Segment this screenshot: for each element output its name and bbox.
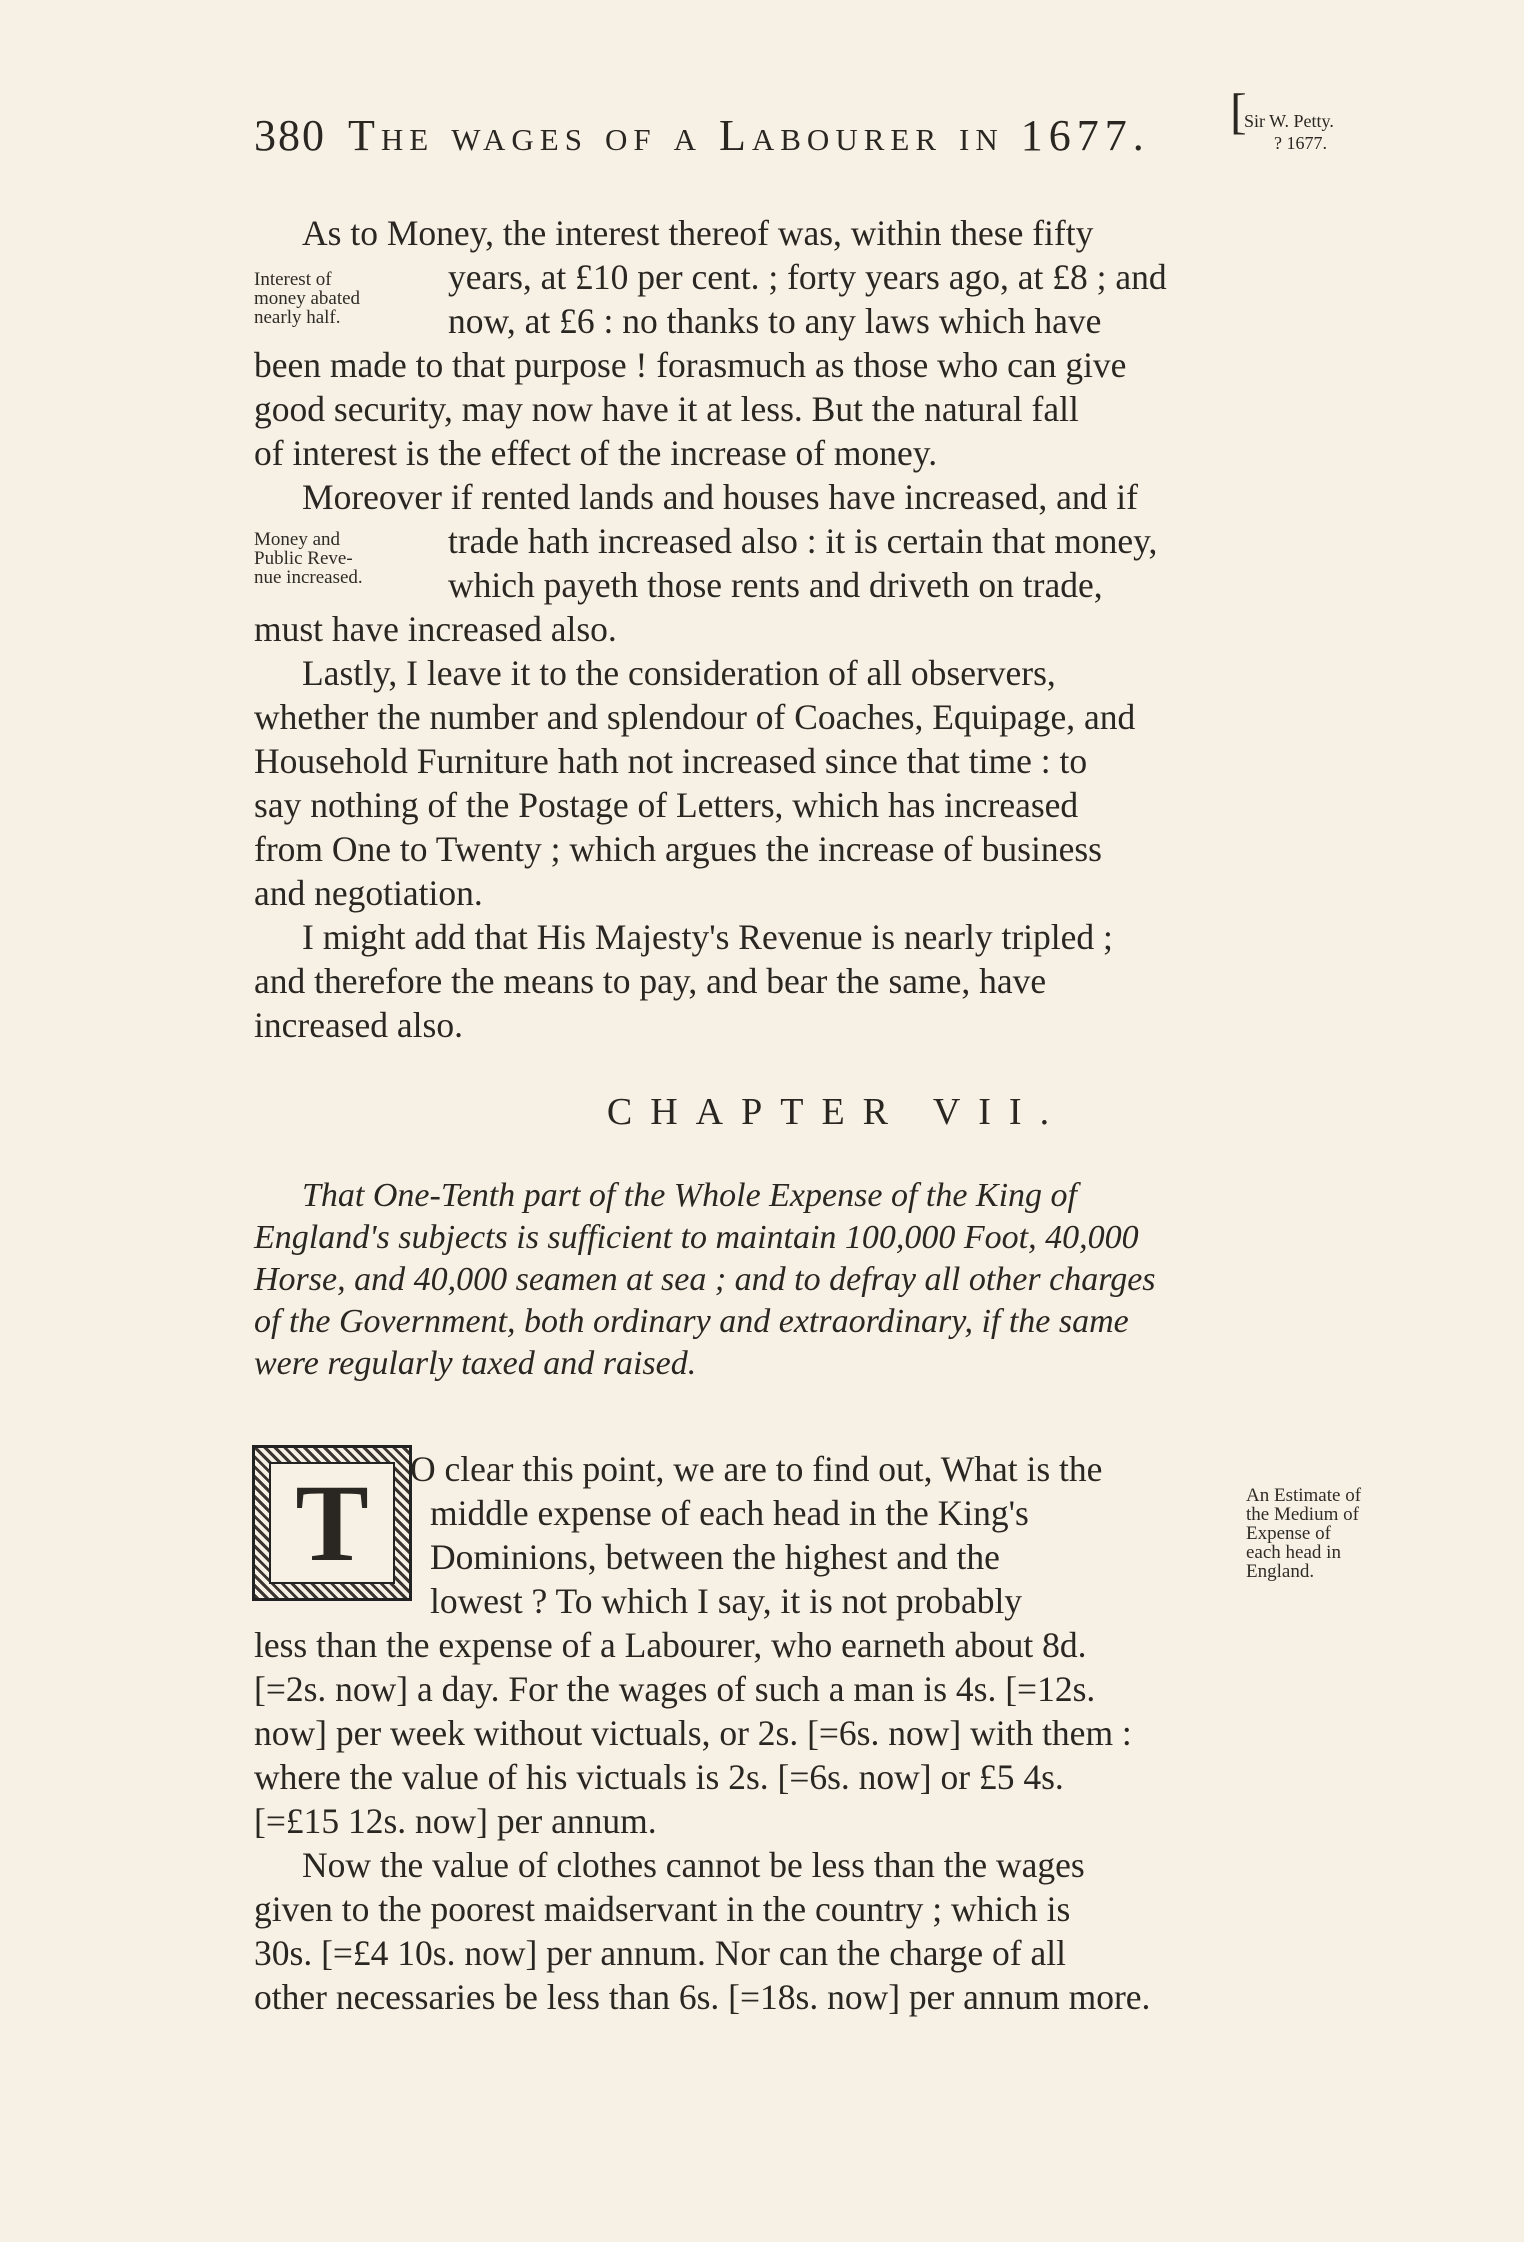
initial-letter: T — [269, 1462, 395, 1584]
margin-note-line: Public Reve- — [254, 548, 353, 569]
text-line: and negotiation. — [254, 873, 483, 913]
running-head: The wages of a Labourer in 1677. — [348, 111, 1150, 160]
text-line: now] per week without victuals, or 2s. [=6s. now] with them : — [254, 1713, 1132, 1753]
text-line: say nothing of the Postage of Letters, which has increased — [254, 785, 1079, 825]
decorated-initial — [252, 1445, 412, 1601]
margin-note-line: each head in — [1246, 1542, 1341, 1563]
text-line: [=£15 12s. now] per annum. — [254, 1801, 657, 1841]
chapter-summary — [254, 1175, 1420, 1385]
bracket-glyph: [ — [1230, 83, 1247, 139]
text-line: less than the expense of a Labourer, who earneth about 8d. — [254, 1625, 1087, 1665]
text-line: now, at £6 : no thanks to any laws which have — [448, 301, 1102, 341]
summary-line: were regularly taxed and raised. — [254, 1345, 697, 1382]
text-line: of interest is the effect of the increase of money. — [254, 433, 938, 473]
margin-note-line: nue increased. — [254, 567, 363, 588]
margin-note-line: money abated — [254, 288, 361, 309]
summary-line: of the Government, both ordinary and extraordinary, if the same — [254, 1303, 1129, 1340]
text-line: Now the value of clothes cannot be less than the wages — [302, 1845, 1085, 1885]
text-line: Lastly, I leave it to the consideration of all observers, — [302, 653, 1056, 693]
summary-line: That One-Tenth part of the Whole Expense of the King of — [302, 1177, 1077, 1214]
text-line: [=2s. now] a day. For the wages of such a man is 4s. [=12s. — [254, 1669, 1096, 1709]
text-line: As to Money, the interest thereof was, within these fifty — [302, 213, 1094, 253]
text-line: O clear this point, we are to find out, What is the — [410, 1449, 1103, 1489]
margin-note-line: Interest of — [254, 269, 332, 290]
text-line: 30s. [=£4 10s. now] per annum. Nor can the charge of all — [254, 1933, 1066, 1973]
text-line: whether the number and splendour of Coaches, Equipage, and — [254, 697, 1136, 737]
header-sidenote — [1230, 83, 1334, 154]
margin-note-line: An Estimate of — [1246, 1485, 1362, 1506]
margin-note-line: Money and — [254, 529, 341, 550]
text-line: where the value of his victuals is 2s. [=6s. now] or £5 4s. — [254, 1757, 1064, 1797]
text-line: good security, may now have it at less. But the natural fall — [254, 389, 1079, 429]
margin-note-line: Expense of — [1246, 1523, 1331, 1544]
text-line: trade hath increased also : it is certain that money, — [448, 521, 1158, 561]
summary-line: England's subjects is sufficient to maintain 100,000 Foot, 40,000 — [254, 1219, 1139, 1256]
margin-note-line: the Medium of — [1246, 1504, 1359, 1525]
text-line: increased also. — [254, 1005, 463, 1045]
text-line: given to the poorest maidservant in the country ; which is — [254, 1889, 1071, 1929]
text-line: years, at £10 per cent. ; forty years ago, at £8 ; and — [448, 257, 1167, 297]
margin-note-interest — [254, 270, 360, 327]
margin-note-estimate — [1246, 1486, 1361, 1581]
margin-note-money — [254, 530, 363, 587]
text-line: Moreover if rented lands and houses have increased, and if — [302, 477, 1138, 517]
text-line: I might add that His Majesty's Revenue is nearly tripled ; — [302, 917, 1113, 957]
margin-note-line: England. — [1246, 1561, 1315, 1582]
text-line: lowest ? To which I say, it is not probably — [430, 1581, 1023, 1621]
text-line: Dominions, between the highest and the — [430, 1537, 1000, 1577]
header-author: Sir W. Petty. — [1244, 111, 1334, 131]
text-line: and therefore the means to pay, and bear the same, have — [254, 961, 1047, 1001]
summary-line: Horse, and 40,000 seamen at sea ; and to defray all other charges — [254, 1261, 1156, 1298]
text-line: which payeth those rents and driveth on trade, — [448, 565, 1103, 605]
text-line: from One to Twenty ; which argues the increase of business — [254, 829, 1102, 869]
page-header — [254, 83, 1424, 180]
page-number: 380 — [254, 111, 326, 160]
text-line: other necessaries be less than 6s. [=18s. now] per annum more. — [254, 1977, 1151, 2017]
chapter-heading: CHAPTER VII. — [606, 1091, 1068, 1133]
header-year: ? 1677. — [1274, 133, 1327, 153]
text-line: must have increased also. — [254, 609, 617, 649]
margin-note-line: nearly half. — [254, 307, 341, 328]
text-line: been made to that purpose ! forasmuch as those who can give — [254, 345, 1127, 385]
text-line: Household Furniture hath not increased since that time : to — [254, 741, 1088, 781]
text-line: middle expense of each head in the King's — [430, 1493, 1029, 1533]
